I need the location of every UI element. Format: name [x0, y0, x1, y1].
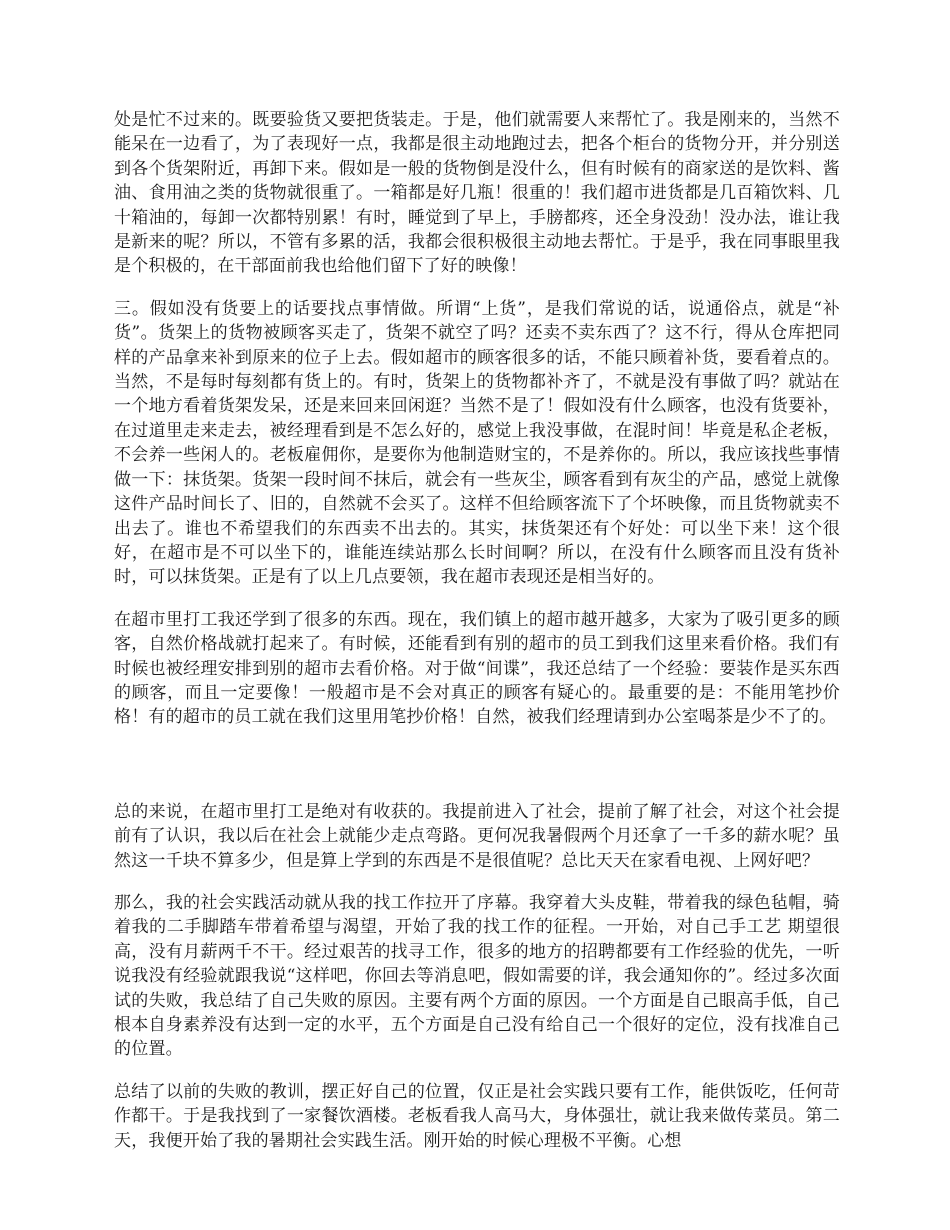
paragraph-4: 总的来说，在超市里打工是绝对有收获的。我提前进入了社会，提前了解了社会，对这个社会提前有了认识，我以后在社会上就能少走点弯路。更何况我暑假两个月还拿了一千多的薪水呢？虽然这一千块不算多少，但是算上学到的东西是不是很值呢？总比天天在家看电视、上网好吧？: [114, 801, 840, 871]
paragraph-6: 总结了以前的失败的教训，摆正好自己的位置，仅正是社会实践只要有工作，能供饭吃，任何苛作都干。于是我找到了一家餐饮酒楼。老板看我人高马大，身体强壮，就让我来做传菜员。第二天，我便开始了我的暑期社会实践生活。刚开始的时候心理极不平衡。心想: [114, 1081, 840, 1151]
paragraph-5: 那么，我的社会实践活动就从我的找工作拉开了序幕。我穿着大头皮鞋，带着我的绿色毡帽，骑着我的二手脚踏车带着希望与渴望，开始了我的找工作的征程。一开始，对自己手工艺 期望很高，没有月薪两千不干。经过艰苦的找寻工作，很多的地方的招聘都要有工作经验的优先，一听说我没有经验就跟我说“这样吧，你回去等消息吧，假如需要的详，我会通知你的”。经过多次面试的失败，我总结了自己失败的原因。主要有两个方面的原因。一个方面是自己眼高手低，自己根本自身素养没有达到一定的水平，五个方面是自己没有给自己一个很好的定位，没有找准自己的位置。: [114, 892, 840, 1060]
document-body: [114, 108, 840, 1171]
paragraph-3: 在超市里打工我还学到了很多的东西。现在，我们镇上的超市越开越多，大家为了吸引更多的顾客，自然价格战就打起来了。有时候，还能看到有别的超市的员工到我们这里来看价格。我们有时候也被经理安排到别的超市去看价格。对于做“间谍”，我还总结了一个经验：要装作是买东西的顾客，而且一定要像！一般超市是不会对真正的顾客有疑心的。最重要的是：不能用笔抄价格！有的超市的员工就在我们这里用笔抄价格！自然，被我们经理请到办公室喝茶是少不了的。: [114, 609, 840, 728]
paragraph-1: 处是忙不过来的。既要验货又要把货装走。于是，他们就需要人来帮忙了。我是刚来的，当然不能呆在一边看了，为了表现好一点，我都是很主动地跑过去，把各个柜台的货物分开，并分别送到各个货架附近，再卸下来。假如是一般的货物倒是没什么，但有时候有的商家送的是饮料、酱油、食用油之类的货物就很重了。一箱都是好几瓶！很重的！我们超市进货都是几百箱饮料、几十箱油的，每卸一次都特别累！有时，睡觉到了早上，手膀都疼，还全身没劲！没办法，谁让我是新来的呢？所以，不管有多累的活，我都会很积极很主动地去帮忙。于是乎，我在同事眼里我是个积极的，在干部面前我也给他们留下了好的映像！: [114, 110, 840, 277]
paragraph-2: 三。假如没有货要上的话要找点事情做。所谓“上货”，是我们常说的话，说通俗点，就是“补货”。货架上的货物被顾客买走了，货架不就空了吗？还卖不卖东西了？这不行，得从仓库把同样的产品拿来补到原来的位子上去。假如超市的顾客很多的话，不能只顾着补货，要看着点的。当然，不是每时每刻都有货上的。有时，货架上的货物都补齐了，不就是没有事做了吗？就站在一个地方看着货架发呆，还是来回来回闲逛？当然不是了！假如没有什么顾客，也没有货要补，在过道里走来走去，被经理看到是不怎么好的，感觉上我没事做，在混时间！毕竟是私企老板，不会养一些闲人的。老板雇佣你，是要你为他制造财宝的，不是养你的。所以，我应该找些事情做一下：抹货架。货架一段时间不抹后，就会有一些灰尘，顾客看到有灰尘的产品，感觉上就像这件产品时间长了、旧的，自然就不会买了。这样不但给顾客流下了个坏映像，而且货物就卖不出去了。谁也不希望我们的东西卖不出去的。其实，抹货架还有个好处：可以坐下来！这个很好，在超市是不可以坐下的，谁能连续站那么长时间啊？所以，在没有什么顾客而且没有货补时，可以抹货架。正是有了以上几点要领，我在超市表现还是相当好的。: [114, 298, 840, 588]
